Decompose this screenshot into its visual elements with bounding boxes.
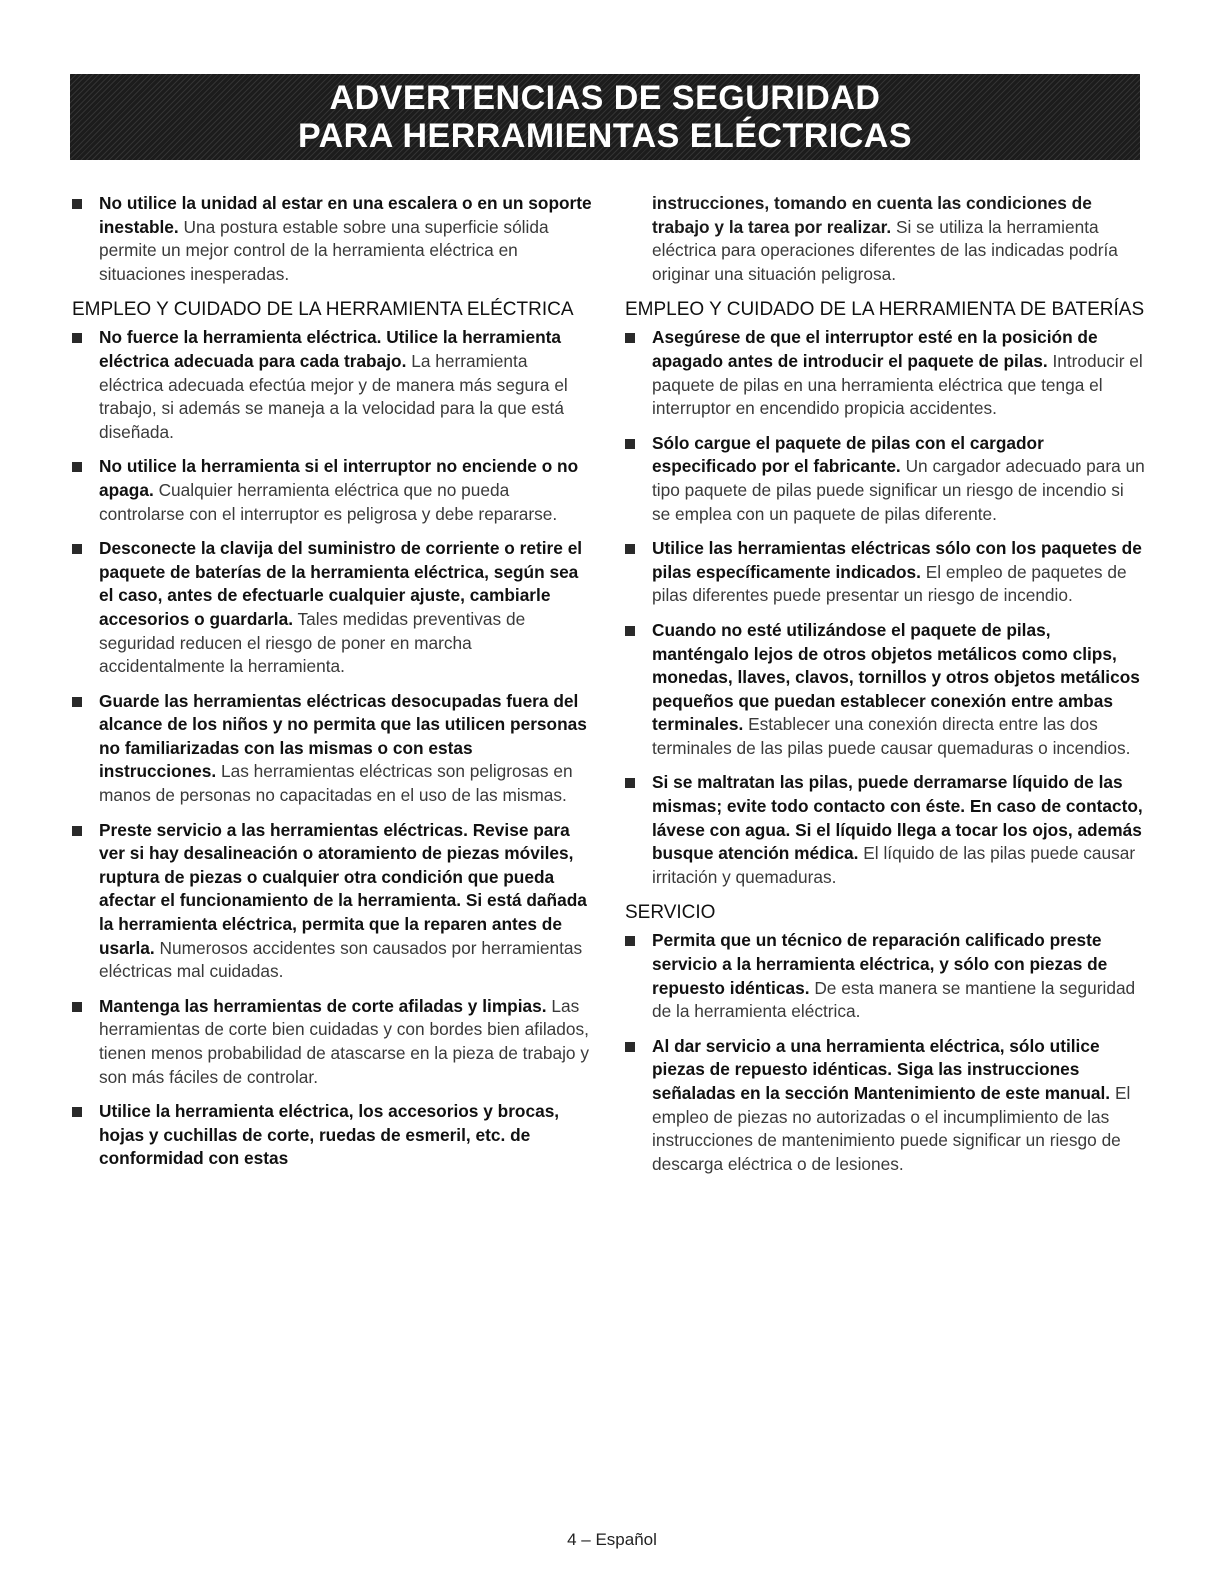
item-text: De esta manera se mantiene la seguridad de la herramienta eléctrica. bbox=[652, 977, 1136, 1022]
header-banner bbox=[70, 74, 1140, 160]
left-column bbox=[72, 192, 592, 1182]
item-bold-text: No utilice la herramienta si el interruptor no enciende o no apaga. bbox=[99, 456, 579, 500]
bullet-square-icon bbox=[72, 697, 82, 707]
item-text: Introducir el paquete de pilas en una herramienta eléctrica que tenga el interruptor en encendido propicia accidentes. bbox=[652, 350, 1143, 419]
bullet-square-icon bbox=[625, 544, 635, 554]
item-bold-text: No fuerce la herramienta eléctrica. Utilice la herramienta eléctrica adecuada para cada trabajo. bbox=[99, 327, 561, 371]
item-text: Un cargador adecuado para un tipo paquete de pilas puede significar un riesgo de incendio si se emplea con un paquete de pilas diferente. bbox=[652, 456, 1145, 524]
item-text: Establecer una conexión directa entre las dos terminales de las pilas puede causar quemaduras o incendios. bbox=[652, 714, 1131, 758]
list-item bbox=[625, 619, 1145, 761]
list-item bbox=[72, 1100, 592, 1171]
section-title: EMPLEO Y CUIDADO DE LA HERRAMIENTA DE BATERÍAS bbox=[625, 299, 1145, 321]
item-bold-text: Asegúrese de que el interruptor esté en la posición de apagado antes de introducir el paquete de pilas. bbox=[652, 327, 1098, 371]
item-bold-text: instrucciones, tomando en cuenta las condiciones de trabajo y la tarea por realizar. bbox=[652, 193, 1092, 237]
bullet-square-icon bbox=[625, 1042, 635, 1052]
list-item bbox=[72, 537, 592, 679]
item-text: Una postura estable sobre una superficie sólida permite un mejor control de la herramienta eléctrica en situaciones inesperadas. bbox=[99, 216, 549, 284]
list-item bbox=[625, 537, 1145, 608]
list-item bbox=[625, 432, 1145, 526]
item-text: Las herramientas eléctricas son peligrosas en manos de personas no capacitadas en el uso de las mismas. bbox=[99, 761, 573, 806]
bullet-square-icon bbox=[72, 462, 82, 472]
item-text: La herramienta eléctrica adecuada efectúa mejor y de manera más segura el trabajo, si además se maneja a la velocidad para la que está diseñada. bbox=[99, 350, 568, 442]
item-bold-text: Si se maltratan las pilas, puede derramarse líquido de las mismas; evite todo contacto con éste. En caso de contacto, lávese con agua. Si el líquido llega a tocar los ojos, además busque atención médica. bbox=[652, 772, 1143, 864]
item-bold-text: Preste servicio a las herramientas eléctricas. Revise para ver si hay desalineación o atoramiento de piezas móviles, ruptura de piezas o cualquier otra condición que pueda afectar el funcionamiento de la herramienta. Si está dañada la herramienta eléctrica, permita que la reparen antes de usarla. bbox=[99, 819, 587, 958]
list-item bbox=[72, 819, 592, 984]
item-bold-text: No utilice la unidad al estar en una escalera o en un soporte inestable. bbox=[99, 193, 592, 237]
bullet-square-icon bbox=[72, 1107, 82, 1117]
continued-item bbox=[625, 192, 1145, 286]
item-text: Si se utiliza la herramienta eléctrica para operaciones diferentes de las indicadas podría originar una situación peligrosa. bbox=[652, 216, 1118, 284]
item-text: Cualquier herramienta eléctrica que no pueda controlarse con el interruptor es peligrosa y debe repararse. bbox=[99, 479, 558, 524]
item-bold-text: Mantenga las herramientas de corte afiladas y limpias. bbox=[99, 995, 547, 1016]
bullet-square-icon bbox=[625, 333, 635, 343]
list-item bbox=[72, 690, 592, 808]
item-text: Tales medidas preventivas de seguridad reducen el riesgo de poner en marcha accidentalmente la herramienta. bbox=[99, 608, 526, 677]
item-bold-text: Cuando no esté utilizándose el paquete de pilas, manténgalo lejos de otros objetos metálicos como clips, monedas, llaves, clavos, tornillos y otros objetos metálicos pequeños que puedan establecer conexión entre ambas terminales. bbox=[652, 619, 1140, 735]
bullet-square-icon bbox=[625, 778, 635, 788]
bullet-square-icon bbox=[625, 626, 635, 636]
list-item bbox=[625, 771, 1145, 889]
list-item bbox=[625, 326, 1145, 420]
bullet-square-icon bbox=[72, 544, 82, 554]
bullet-square-icon bbox=[625, 439, 635, 449]
item-text: El empleo de piezas no autorizadas o el incumplimiento de las instrucciones de mantenimiento puede significar un riesgo de descarga eléctrica o de lesiones. bbox=[652, 1083, 1131, 1174]
item-bold-text: Utilice las herramientas eléctricas sólo con los paquetes de pilas específicamente indicados. bbox=[652, 538, 1142, 582]
item-bold-text: Permita que un técnico de reparación calificado preste servicio a la herramienta eléctrica, y sólo con piezas de repuesto idénticas. bbox=[652, 930, 1108, 998]
list-item bbox=[625, 929, 1145, 1023]
list-item bbox=[72, 192, 592, 286]
list-item bbox=[72, 995, 592, 1089]
bullet-square-icon bbox=[72, 333, 82, 343]
list-item bbox=[625, 1035, 1145, 1177]
item-text: Las herramientas de corte bien cuidadas y con bordes bien afilados, tienen menos probabilidad de atascarse en la pieza de trabajo y son más fáciles de controlar. bbox=[99, 995, 589, 1087]
section-title: SERVICIO bbox=[625, 902, 716, 924]
header-title-line-2: PARA HERRAMIENTAS ELÉCTRICAS bbox=[297, 117, 913, 155]
item-bold-text: Guarde las herramientas eléctricas desocupadas fuera del alcance de los niños y no permita que las utilicen personas no familiarizadas con las mismas o con estas instrucciones. bbox=[99, 690, 587, 782]
bullet-square-icon bbox=[72, 199, 82, 209]
list-item bbox=[72, 326, 592, 444]
item-text: El empleo de paquetes de pilas diferentes puede presentar un riesgo de incendio. bbox=[652, 561, 1127, 606]
item-text: Numerosos accidentes son causados por herramientas eléctricas mal cuidadas. bbox=[99, 937, 583, 982]
item-bold-text: Sólo cargue el paquete de pilas con el cargador especificado por el fabricante. bbox=[652, 432, 1044, 477]
bullet-square-icon bbox=[72, 1002, 82, 1012]
item-text: El líquido de las pilas puede causar irritación y quemaduras. bbox=[652, 843, 1136, 887]
right-column bbox=[625, 192, 1145, 1187]
bullet-square-icon bbox=[625, 936, 635, 946]
item-bold-text: Utilice la herramienta eléctrica, los accesorios y brocas, hojas y cuchillas de corte, ruedas de esmeril, etc. de conformidad con estas bbox=[99, 1101, 560, 1169]
header-title-line-1: ADVERTENCIAS DE SEGURIDAD bbox=[329, 79, 881, 117]
item-bold-text: Desconecte la clavija del suministro de corriente o retire el paquete de baterías de la herramienta eléctrica, según sea el caso, antes de efectuarle cualquier ajuste, cambiarle accesorios o guardarla. bbox=[99, 538, 583, 629]
page-footer: 4 – Español bbox=[567, 1530, 657, 1549]
item-bold-text: Al dar servicio a una herramienta eléctrica, sólo utilice piezas de repuesto idénticas. Siga las instrucciones señaladas en la sección Mantenimiento de este manual. bbox=[652, 1035, 1111, 1103]
section-title: EMPLEO Y CUIDADO DE LA HERRAMIENTA ELÉCTRICA bbox=[72, 299, 574, 321]
bullet-square-icon bbox=[72, 826, 82, 836]
list-item bbox=[72, 455, 592, 526]
